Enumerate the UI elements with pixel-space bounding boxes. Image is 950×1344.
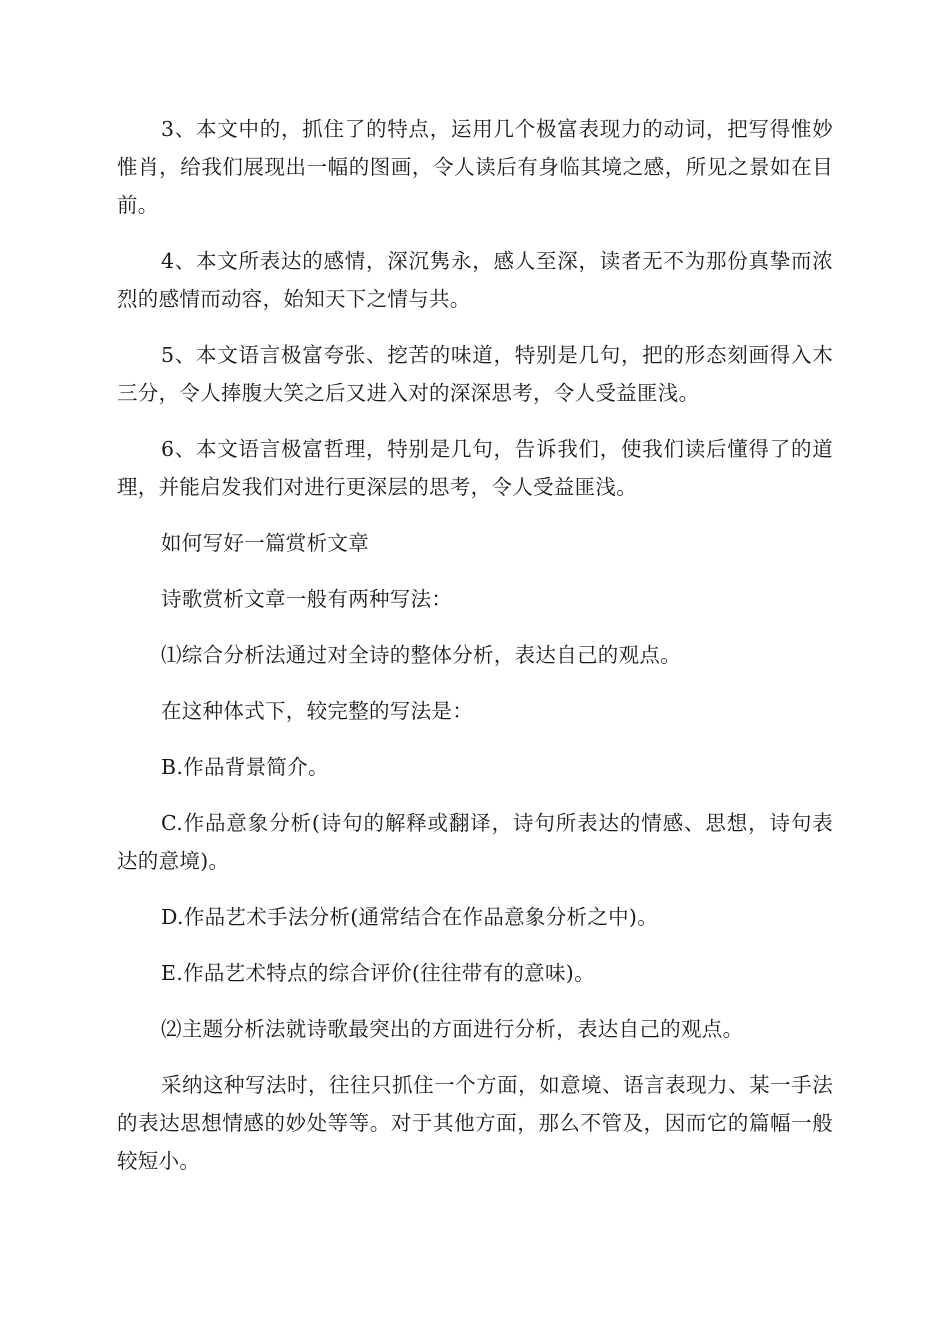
paragraph-item-c: C.作品意象分析(诗句的解释或翻译，诗句所表达的情感、思想，诗句表达的意境)。 [117, 811, 833, 873]
paragraph-method-2: ⑵主题分析法就诗歌最突出的方面进行分析，表达自己的观点。 [161, 1017, 744, 1041]
paragraph-method-1: ⑴综合分析法通过对全诗的整体分析，表达自己的观点。 [161, 643, 681, 667]
paragraph-intro: 诗歌赏析文章一般有两种写法： [161, 587, 453, 611]
section-heading: 如何写好一篇赏析文章 [161, 531, 369, 555]
paragraph-point-6: 6、本文语言极富哲理，特别是几句，告诉我们，使我们读后懂得了的道理，并能启发我们对进行更深层的思考，令人受益匪浅。 [117, 437, 833, 499]
document-body [117, 110, 833, 1180]
paragraph-point-4: 4、本文所表达的感情，深沉隽永，感人至深，读者无不为那份真挚而浓烈的感情而动容，始知天下之情与共。 [117, 249, 833, 311]
paragraph-item-e: E.作品艺术特点的综合评价(往往带有的意味)。 [161, 961, 595, 985]
paragraph-point-3: 3、本文中的，抓住了的特点，运用几个极富表现力的动词，把写得惟妙惟肖，给我们展现出一幅的图画，令人读后有身临其境之感，所见之景如在目前。 [117, 117, 833, 217]
paragraph-point-5: 5、本文语言极富夸张、挖苦的味道，特别是几句，把的形态刻画得入木三分，令人捧腹大笑之后又进入对的深深思考，令人受益匪浅。 [117, 343, 833, 405]
paragraph-structure-intro: 在这种体式下，较完整的写法是： [161, 699, 473, 723]
paragraph-item-b: B.作品背景简介。 [161, 755, 329, 779]
paragraph-method-2-detail: 采纳这种写法时，往往只抓住一个方面，如意境、语言表现力、某一手法的表达思想情感的妙处等等。对于其他方面，那么不管及，因而它的篇幅一般较短小。 [117, 1073, 833, 1173]
paragraph-item-d: D.作品艺术手法分析(通常结合在作品意象分析之中)。 [161, 905, 659, 929]
